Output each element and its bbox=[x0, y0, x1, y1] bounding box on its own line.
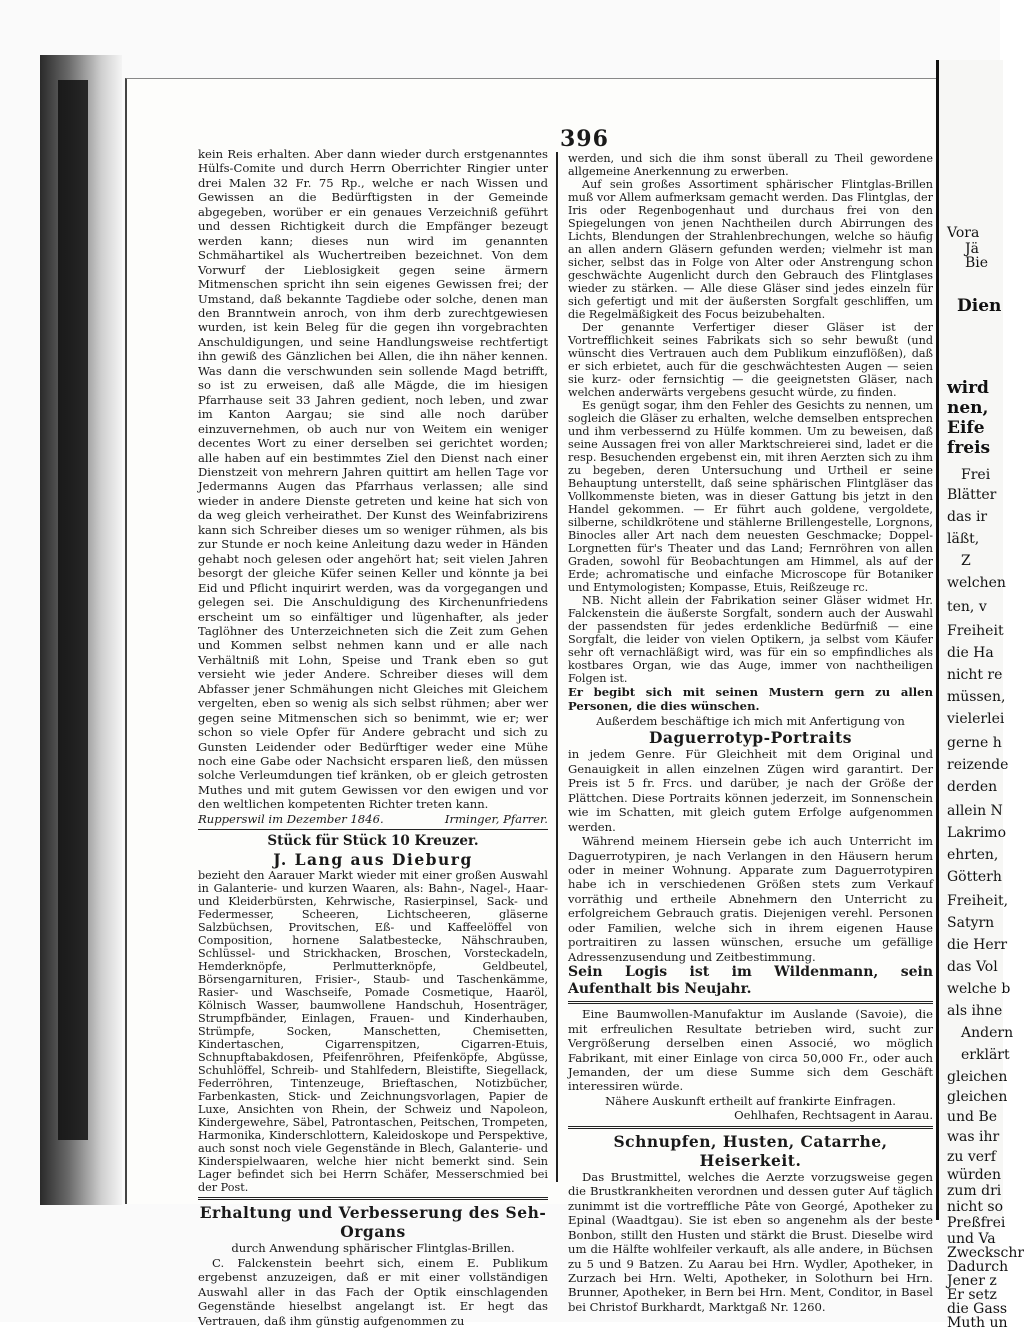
column-divider bbox=[556, 152, 558, 1182]
edge-fragment: die Gass bbox=[947, 1301, 1008, 1317]
edge-fragment: erklärt bbox=[961, 1047, 1010, 1063]
separator bbox=[568, 1126, 933, 1129]
edge-fragment: Satyrn bbox=[947, 915, 995, 931]
place-date: Rupperswil im Dezember 1846. bbox=[198, 811, 384, 826]
edge-fragment: gleichen bbox=[947, 1089, 1008, 1105]
edge-fragment: Götterh bbox=[947, 869, 1002, 885]
edge-fragment: nicht re bbox=[947, 667, 1003, 683]
edge-fragment: wird bbox=[947, 378, 989, 398]
dagu-intro: Außerdem beschäftige ich mich mit Anfertigung von bbox=[596, 713, 905, 728]
cotton-text: Eine Baumwollen-Manufaktur im Auslande (Savoie), die mit erfreulichen Resultate betrieben wird, sucht zur Vergrößerung derselben einen Associé, wo möglich Fabrikant, mit einer Einlage von circa 50,000 Fr., oder auch Jemanden, der um diese Summe sich dem Geschäft interessiren würde. bbox=[568, 1007, 933, 1094]
edge-fragment: Bie bbox=[965, 255, 989, 271]
edge-fragment: Eife bbox=[947, 418, 985, 438]
article-rebuttal-text: kein Reis erhalten. Aber dann wieder durch erstgenanntes Hülfs-Comite und durch Herrn Oberrichter Ringier unter drei Malen 32 Fr. 75 Rp., welche er nach Wissen und Gewissen an die Bedürftigsten in der Gemeinde abgegeben, worüber er ein genaues Verzeichniß geführt und dessen Richtigkeit durch die Empfänger bezeugt werden kann; dieses nun wird im genannten Schmähartikel als Wuchertreiben bezeichnet. Von dem Vorwurf der Lieblosigkeit gegen seine ärmern Mitmenschen spricht ihn sein eigenes Gewissen frei; der Umstand, daß bekannte Tagdiebe oder solche, denen man den Branntwein anroch, von ihm derb zurechtgewiesen wurden, ist kein Beleg für die gegen ihn vorgebrachten Anschuldigungen, und seine Handlungsweise rechtfertigt ihn gewiß des Gänzlichen bei Allen, die ihn näher kennen. Was dann die verschwunden sein sollende Magd betrifft, so ist zu erweisen, daß alle Mägde, die im hiesigen Pfarrhause seit 33 Jahren gedient, noch leben, und zwar im Kanton Aargau; sie sind alle noch darüber einzuvernehmen, ob auch nur von Weitem ein weniger decentes Wort zu einer derselben sei gerichtet worden; alle haben auf ein bestimmtes Ziel den Dienst nach einer Dienstzeit von mehrern Jahren quittirt am hellen Tage vor Jedermanns Augen das Pfarrhaus verlassen; alle sind wieder in andere Dienste getreten und keine hat sich von da weg gleich verheirathet. Der Kunst des Weinfabrizirens kann sich Schreiber dieses um so weniger rühmen, als bis zur Stunde er noch keine Anleitung dazu weder in Händen gehabt noch gelesen oder angehört hat; seit vielen Jahren besorgt der gleiche Küfer seinen Keller und könnte ja bei Eid und Pflicht inquirirt werden, was da vorgegangen und gelegen sei. Die Anschuldigung des Kirchenunfriedens erscheint um so einfältiger und lügenhafter, als jeder Taglöhner des Unterzeichneten sich die Zeit zum Gehen und Kommen selbst nehmen kann und er alle nach Verhältniß mit Lohn, Speise und Trank eben so gut versieht wie jeder Andere. Schreiber dieses will dem Abfasser jener Schmähungen nicht Gleiches mit Gleichem vergelten, eben so wenig als sich selbst rühmen; aber wer gegen seine Mitmenschen sich so benimmt, wie er; wer schon so viele Opfer für Andere gebracht und sich zu Gunsten Leidender oder Bedürftiger weder eine Mühe noch eine Gabe oder Nachsicht ersparen ließ, den müssen solche Verleumdungen tief kränken, ob er gleich getrosten Muthes und mit gutem Gewissen vor den ewigen und vor den weltlichen kompetenten Richter treten kann. bbox=[198, 147, 548, 812]
edge-fragment: das ir bbox=[947, 509, 988, 525]
optics-cont-nb: NB. Nicht allein der Fabrikation seiner Gläser widmet Hr. Falckenstein die äußerste Sorgfalt, sondern auch der Auswahl der passendsten für jedes erdenkliche Bedürfniß — eine Sorgfalt, die leider von vielen Optikern, ja selbst vom Käufer sehr oft vernachläßigt wird, was für ein so empfindliches als kostbares Organ, wie das Auge, immer von nachtheiligen Folgen ist. bbox=[568, 594, 933, 685]
edge-fragment: und Va bbox=[947, 1231, 996, 1247]
edge-fragment: Dien bbox=[957, 296, 1002, 316]
optics-cont-p1: werden, und sich die ihm sonst überall zu Theil gewordene allgemeine Anerkennung zu erwerben. bbox=[568, 152, 933, 178]
edge-fragment: gleichen bbox=[947, 1069, 1008, 1085]
article-signature-line bbox=[198, 812, 548, 826]
cotton-agent: Oehlhafen, Rechtsagent in Aarau. bbox=[734, 1108, 933, 1123]
edge-fragment: Jener z bbox=[947, 1273, 997, 1289]
edge-fragment: müssen, bbox=[947, 689, 1006, 705]
edge-fragment: zum dri bbox=[947, 1183, 1002, 1199]
right-column bbox=[568, 152, 933, 1314]
adjacent-page-edge bbox=[936, 60, 1024, 1331]
edge-fragment: Freiheit, bbox=[947, 893, 1009, 909]
dagu-p1: in jedem Genre. Für Gleichheit mit dem Original und Genauigkeit in allen einzelnen Zügen wird garantirt. Der Preis ist 5 fr. Frcs. und darüber, je nach der Größe der Plättchen. Diese Portraits können jederzeit, im Sonnenschein wie im Schatten, mit gleich gutem Erfolge aufgenommen werden. bbox=[568, 747, 933, 834]
brust-text: Das Brustmittel, welches die Aerzte vorzugsweise gegen die Brustkrankheiten verordnen und dessen guter Auf täglich zunimmt ist die vortreffliche Pâte von Georgé, Apotheker zu Epinal (Waadtgau). Sie ist eben so angenehm als der beste Bonbon, stillt den Husten und stärkt die Brust. Dieselbe wird um die Hälfte wohlfeiler verkauft, als alle andere, in Büchsen zu 5 und 9 Batzen. Zu Aarau bei Hrn. Wydler, Apotheker, in Zurzach bei Hrn. Welti, Apotheker, in Solothurn bei Hrn. Brunner, Apotheker, in Bern bei Hrn. Ment, Conditor, in Basel bei Christof Burkhardt, Marktgaß Nr. 1260. bbox=[568, 1169, 933, 1314]
optics-cont-p2: Auf sein großes Assortiment sphärischer Flintglas-Brillen muß vor Allem aufmerksam gemacht werden. Das Flintglas, der Iris oder Regenbogenhaut und durchaus frei von den Spiegelungen von jenen Nachtheilen durch Abirrungen des Lichts, Blendungen der Strahlenbrechungen, welche so häufig an allen andern Gläsern gefunden werden; vielmehr ist man sicher, selbst das in Folge von Alter oder Anstrengung schon geschwächte Augenlicht durch den Gebrauch des Flintglases wieder zu stärken. — Alle diese Gläser sind jedes einzeln für sich gefertigt und mit der äußersten Sorgfalt geschliffen, um die Regelmäßigkeit des Focus beizubehalten. bbox=[568, 178, 933, 321]
dagu-p2: Während meinem Hiersein gebe ich auch Unterricht im Daguerrotypiren, je nach Verlangen in den Häusern herum oder in meiner Wohnung. Apparate zum Daguerrotypiren habe ich in verschiedenen Größen stets zum Verkauf vorräthig und ertheile Abnehmern den Unterricht zu erfolgreichem Gebrauch gratis. Diejenigen verehl. Personen oder Familien, welche sich in ihrem eigenen Hause portraitiren zu lassen wünschen, ersuche um gefällige Adressenzusendung und Zeitbestimmung. bbox=[568, 834, 933, 964]
edge-fragment: Frei bbox=[961, 467, 991, 483]
edge-fragment: Preßfrei bbox=[947, 1215, 1006, 1231]
ad-optics-heading: Erhaltung und Verbesserung des Seh-Organs bbox=[199, 1203, 547, 1242]
edge-fragment: Freiheit bbox=[947, 623, 1004, 639]
separator bbox=[198, 1197, 548, 1200]
edge-fragment: freis bbox=[947, 438, 991, 458]
ad-lang-text: bezieht den Aarauer Markt wieder mit einer großen Auswahl in Galanterie- und kurzen Waaren, als: Bahn-, Nagel-, Haar- und Kleiderbürsten, Kehrwische, Rasierpinsel, Sack- und Federmesser, Scheeren, Lichtscheeren, gläserne Salzbüchsen, Provitschen, Eß- und Kaffeelöffel von Composition, hornene Salatbestecke, Nähschrauben, Schlüssel- und Strickhacken, Broschen, Vorsteckadeln, Hemderknöpfe, Perlmutterknöpfe, Geldbeutel, Börsengarnituren, Frisier-, Staub- und Taschenkämme, Rasier- und Waschseife, Pomade Cosmetique, Haaröl, Kölnisch Wasser, baumwollene Handschuh, Hosenträger, Strumpfbänder, Einlagen, Frauen- und Kinderhauben, Strümpfe, Socken, Manschetten, Chemisetten, Kindertaschen, Cigarrenspitzen, Cigarren-Etuis, Schnupftabakdosen, Pfeifenröhren, Pfeifenköpfe, Abgüsse, Schuhlöffel, Schreib- und Stahlfedern, Bleistifte, Siegellack, Federröhren, Tintenzeuge, Brieftaschen, Notizbücher, Farbenkasten, Stick- und Zeichnungsvorlagen, Papier de Luxe, Ansichten von Rhein, der Schweiz und Napoleon, Kindergewehre, Säbel, Patrontaschen, Peitschen, Trompeten, Harmonika, Kinderschlottern, Kaleidoskope und Perspektive, auch sonst noch viele Gegenstände in Blech, Galanterie- und Kinderspielwaaren, welche hier nicht bemerkt sind. Sein Lager befindet sich bei Herrn Schäfer, Messerschmied bei der Post. bbox=[198, 869, 548, 1195]
edge-fragment: welche b bbox=[947, 981, 1011, 997]
edge-fragment: läßt, bbox=[947, 531, 980, 547]
separator bbox=[568, 1001, 933, 1004]
ad-lang-heading: Stück für Stück 10 Kreuzer. bbox=[267, 833, 479, 850]
edge-fragment: derden bbox=[947, 779, 998, 795]
dagu-logis: Sein Logis ist im Wildenmann, sein Aufenthalt bis Neujahr. bbox=[568, 964, 933, 998]
edge-fragment: die Herr bbox=[947, 937, 1008, 953]
cotton-info: Nähere Auskunft ertheilt auf frankirte Einfragen. bbox=[605, 1093, 896, 1108]
separator bbox=[198, 829, 548, 830]
ad-optics-subheading: durch Anwendung sphärischer Flintglas-Brillen. bbox=[231, 1241, 515, 1256]
edge-fragment: ehrten, bbox=[947, 847, 999, 863]
edge-fragment: und Be bbox=[947, 1109, 998, 1125]
edge-fragment: würden bbox=[947, 1167, 1001, 1183]
edge-fragment: das Vol bbox=[947, 959, 998, 975]
edge-fragment: Z bbox=[961, 553, 971, 569]
ad-optics-text: C. Falckenstein beehrt sich, einem E. Publikum ergebenst anzuzeigen, daß er mit einer vollständigen Auswahl aller in das Fach der Optik einschlagenden Gegenstände hieselbst angelangt ist. Er hegt das Vertrauen, daß ihm günstig aufgenommen zu bbox=[198, 1255, 548, 1328]
edge-fragment: welchen bbox=[947, 575, 1006, 591]
dagu-title: Daguerrotyp-Portraits bbox=[649, 728, 852, 748]
edge-fragment: die Ha bbox=[947, 645, 994, 661]
optics-cont-p3: Der genannte Verfertiger dieser Gläser ist der Vortrefflichkeit seines Fabrikats sich so sehr bewußt (und wünscht dies Vertrauen auch dem Publikum einzuflößen), daß er sich erbietet, auch für die geschwächtesten Augen — seien sie kurz- oder fernsichtig — die geeignetsten Gläser, nach welchen anderwärts vergebens gesucht würde, zu finden. bbox=[568, 321, 933, 399]
edge-fragment: Lakrimo bbox=[947, 825, 1007, 841]
edge-fragment: Er setz bbox=[947, 1287, 997, 1303]
signature: Irminger, Pfarrer. bbox=[444, 811, 548, 826]
edge-fragment: Dadurch bbox=[947, 1259, 1009, 1275]
edge-fragment: was ihr bbox=[947, 1129, 1000, 1145]
optics-cont-p4: Es genügt sogar, ihm den Fehler des Gesichts zu nennen, um sogleich die Gläser zu erhalten, welche demselben entsprechen und ihm verbessernd zu Hülfe kommen. Um zu beweisen, daß seine Aussagen frei von aller Marktschreierei sind, ladet er die resp. Besuchenden ergebenst ein, mit ihren Aerzten sich zu ihm zu begeben, deren Untersuchung und Urtheil er seine Behauptung unterstellt, daß seine sphärischen Flintgläser das Vollkommenste bieten, was in dieser Gattung bis jetzt in den Handel gekommen. — Er führt auch goldene, vergoldete, silberne, schildkrötene und stählerne Brillengestelle, Lorgnons, Binocles aller Art nach dem neuesten Geschmacke; Doppel-Lorgnetten für's Theater und das Land; Fernröhren von allen Graden, sowohl für Beobachtungen am Himmel, als auf der Erde; achromatische und einfache Microscope für Botaniker und Entymologisten; Kompasse, Etuis, Reißzeuge rc. bbox=[568, 399, 933, 594]
edge-fragment: Muth un bbox=[947, 1315, 1008, 1331]
edge-fragment: Zweckschr bbox=[947, 1245, 1024, 1261]
edge-fragment: nicht so bbox=[947, 1199, 1004, 1215]
edge-fragment: ten, v bbox=[947, 599, 987, 615]
edge-fragment: gerne h bbox=[947, 735, 1002, 751]
edge-fragment: nen, bbox=[947, 398, 989, 418]
edge-fragment: Blätter bbox=[947, 487, 997, 503]
left-column bbox=[198, 147, 548, 1328]
edge-fragment: als ihne bbox=[947, 1003, 1003, 1019]
edge-fragment: Andern bbox=[961, 1025, 1014, 1041]
ad-lang-name: J. Lang aus Dieburg bbox=[273, 850, 473, 870]
edge-fragment: allein N bbox=[947, 803, 1003, 819]
edge-fragment: Jä bbox=[965, 241, 979, 257]
edge-fragment: Vora bbox=[947, 225, 980, 241]
binding-edge bbox=[58, 80, 88, 1140]
edge-fragment: reizende bbox=[947, 757, 1009, 773]
page-number: 396 bbox=[560, 126, 609, 152]
edge-fragment: vielerlei bbox=[947, 711, 1005, 727]
brust-heading: Schnupfen, Husten, Catarrhe, Heiserkeit. bbox=[613, 1131, 888, 1170]
edge-fragment: zu verf bbox=[947, 1149, 996, 1165]
optics-closing: Er begibt sich mit seinen Mustern gern zu allen Personen, die dies wünschen. bbox=[568, 685, 933, 714]
